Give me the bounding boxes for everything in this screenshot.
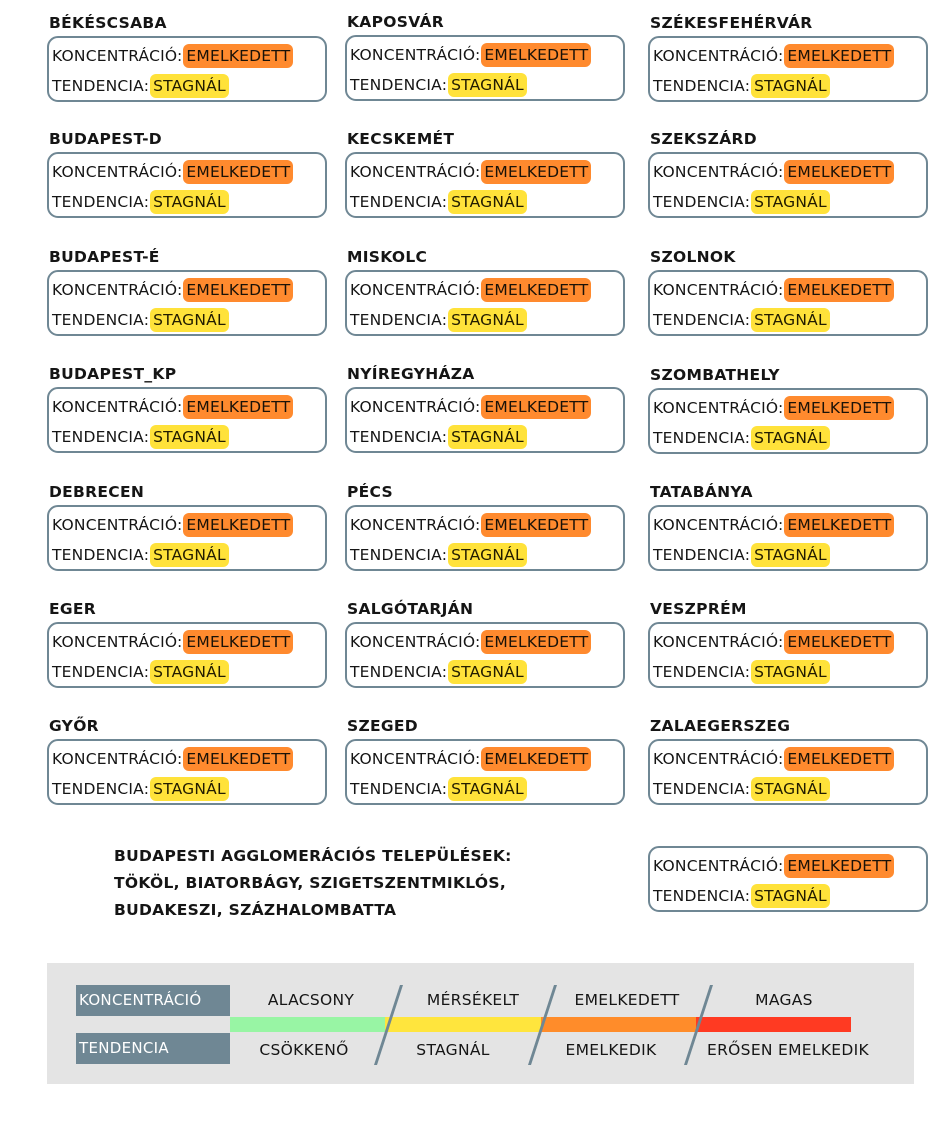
agglomeration-line: BUDAPESTI AGGLOMERÁCIÓS TELEPÜLÉSEK: xyxy=(114,847,512,865)
legend-level-elevated: EMELKEDETT xyxy=(574,991,680,1009)
concentration-badge: EMELKEDETT xyxy=(183,160,293,184)
city-name: BÉKÉSCSABA xyxy=(49,14,167,32)
city-status-box xyxy=(648,388,928,454)
trend-label: TENDENCIA: xyxy=(653,546,751,564)
city-name: ZALAEGERSZEG xyxy=(650,717,791,735)
concentration-badge: EMELKEDETT xyxy=(481,630,591,654)
concentration-label: KONCENTRÁCIÓ: xyxy=(350,281,481,299)
trend-label: TENDENCIA: xyxy=(52,780,150,798)
concentration-label: KONCENTRÁCIÓ: xyxy=(350,163,481,181)
legend-level-moderate: MÉRSÉKELT xyxy=(426,991,520,1009)
concentration-badge: EMELKEDETT xyxy=(784,854,894,878)
trend-badge: STAGNÁL xyxy=(751,426,830,450)
trend-badge: STAGNÁL xyxy=(751,884,830,908)
concentration-badge: EMELKEDETT xyxy=(481,747,591,771)
concentration-label: KONCENTRÁCIÓ: xyxy=(653,857,784,875)
concentration-badge: EMELKEDETT xyxy=(183,278,293,302)
legend-concentration-label: KONCENTRÁCIÓ xyxy=(76,985,230,1016)
trend-line xyxy=(653,426,830,450)
trend-badge: STAGNÁL xyxy=(751,660,830,684)
concentration-line xyxy=(350,160,591,184)
city-name: NYÍREGYHÁZA xyxy=(347,365,475,383)
trend-line xyxy=(52,543,229,567)
trend-label: TENDENCIA: xyxy=(52,77,150,95)
concentration-line xyxy=(350,395,591,419)
city-status-box xyxy=(648,36,928,102)
city-name: BUDAPEST-É xyxy=(49,248,160,266)
concentration-line xyxy=(653,44,894,68)
city-status-box xyxy=(47,622,327,688)
city-status-box xyxy=(47,739,327,805)
concentration-badge: EMELKEDETT xyxy=(784,396,894,420)
trend-line xyxy=(653,74,830,98)
concentration-badge: EMELKEDETT xyxy=(481,278,591,302)
concentration-label: KONCENTRÁCIÓ: xyxy=(653,633,784,651)
trend-badge: STAGNÁL xyxy=(150,543,229,567)
concentration-badge: EMELKEDETT xyxy=(481,513,591,537)
agglomeration-line: BUDAKESZI, SZÁZHALOMBATTA xyxy=(114,901,397,919)
concentration-badge: EMELKEDETT xyxy=(784,747,894,771)
trend-badge: STAGNÁL xyxy=(448,308,527,332)
city-name: EGER xyxy=(49,600,97,618)
city-name: GYŐR xyxy=(49,717,99,735)
trend-label: TENDENCIA: xyxy=(52,193,150,211)
concentration-line xyxy=(653,854,894,878)
concentration-line xyxy=(653,160,894,184)
city-name: MISKOLC xyxy=(347,248,428,266)
legend-segment-high xyxy=(696,1017,851,1032)
concentration-line xyxy=(653,630,894,654)
legend-trend-rising: EMELKEDIK xyxy=(565,1041,657,1059)
legend xyxy=(47,963,914,1084)
trend-line xyxy=(653,308,830,332)
city-name: BUDAPEST_KP xyxy=(49,365,177,383)
city-name: VESZPRÉM xyxy=(650,600,747,618)
trend-badge: STAGNÁL xyxy=(751,543,830,567)
agglomeration-title xyxy=(114,843,554,924)
legend-trend-stagnant: STAGNÁL xyxy=(416,1041,490,1059)
concentration-badge: EMELKEDETT xyxy=(481,160,591,184)
concentration-label: KONCENTRÁCIÓ: xyxy=(52,750,183,768)
city-name: SZÉKESFEHÉRVÁR xyxy=(650,14,813,32)
trend-label: TENDENCIA: xyxy=(653,887,751,905)
trend-label: TENDENCIA: xyxy=(350,546,448,564)
trend-line xyxy=(52,425,229,449)
trend-line xyxy=(52,190,229,214)
concentration-line xyxy=(653,747,894,771)
city-name: KAPOSVÁR xyxy=(347,13,444,31)
legend-segment-elevated xyxy=(541,1017,696,1032)
concentration-badge: EMELKEDETT xyxy=(183,395,293,419)
city-status-box xyxy=(345,152,625,218)
city-name: BUDAPEST-D xyxy=(49,130,162,148)
concentration-label: KONCENTRÁCIÓ: xyxy=(653,163,784,181)
trend-badge: STAGNÁL xyxy=(150,74,229,98)
agglomeration-line: TÖKÖL, BIATORBÁGY, SZIGETSZENTMIKLÓS, xyxy=(114,874,507,892)
trend-line xyxy=(350,425,527,449)
concentration-label: KONCENTRÁCIÓ: xyxy=(653,47,784,65)
trend-label: TENDENCIA: xyxy=(350,311,448,329)
trend-badge: STAGNÁL xyxy=(448,777,527,801)
concentration-line xyxy=(52,747,293,771)
city-status-box xyxy=(345,270,625,336)
city-status-box xyxy=(648,739,928,805)
concentration-label: KONCENTRÁCIÓ: xyxy=(52,398,183,416)
concentration-line xyxy=(653,513,894,537)
trend-line xyxy=(52,308,229,332)
city-status-box xyxy=(345,739,625,805)
concentration-label: KONCENTRÁCIÓ: xyxy=(350,46,481,64)
concentration-line xyxy=(350,513,591,537)
trend-line xyxy=(52,74,229,98)
trend-label: TENDENCIA: xyxy=(350,193,448,211)
agglomeration-card xyxy=(648,846,932,918)
city-name: SZOMBATHELY xyxy=(650,366,780,384)
agglomeration-status-box xyxy=(648,846,928,912)
concentration-label: KONCENTRÁCIÓ: xyxy=(52,633,183,651)
trend-badge: STAGNÁL xyxy=(150,308,229,332)
legend-segment-moderate xyxy=(385,1017,540,1032)
concentration-line xyxy=(52,395,293,419)
trend-line xyxy=(653,543,830,567)
city-status-box xyxy=(648,622,928,688)
trend-line xyxy=(350,73,527,97)
city-name: PÉCS xyxy=(347,483,393,501)
city-status-box xyxy=(345,387,625,453)
city-status-box xyxy=(345,505,625,571)
concentration-badge: EMELKEDETT xyxy=(481,395,591,419)
trend-badge: STAGNÁL xyxy=(751,74,830,98)
trend-line xyxy=(52,777,229,801)
trend-line xyxy=(52,660,229,684)
city-status-box xyxy=(47,36,327,102)
trend-label: TENDENCIA: xyxy=(52,311,150,329)
trend-line xyxy=(653,190,830,214)
trend-badge: STAGNÁL xyxy=(448,543,527,567)
city-status-box xyxy=(648,270,928,336)
city-status-box xyxy=(47,505,327,571)
trend-badge: STAGNÁL xyxy=(150,660,229,684)
trend-label: TENDENCIA: xyxy=(350,663,448,681)
concentration-line xyxy=(350,630,591,654)
city-name: SZEGED xyxy=(347,717,418,735)
concentration-line xyxy=(350,747,591,771)
trend-line xyxy=(653,884,830,908)
city-status-box xyxy=(345,35,625,101)
concentration-label: KONCENTRÁCIÓ: xyxy=(350,750,481,768)
concentration-badge: EMELKEDETT xyxy=(784,278,894,302)
concentration-line xyxy=(350,43,591,67)
trend-badge: STAGNÁL xyxy=(751,190,830,214)
concentration-label: KONCENTRÁCIÓ: xyxy=(350,516,481,534)
trend-badge: STAGNÁL xyxy=(751,308,830,332)
city-status-box xyxy=(648,152,928,218)
concentration-line xyxy=(653,396,894,420)
city-name: SZOLNOK xyxy=(650,248,736,266)
city-status-box xyxy=(47,270,327,336)
concentration-label: KONCENTRÁCIÓ: xyxy=(350,633,481,651)
concentration-label: KONCENTRÁCIÓ: xyxy=(52,163,183,181)
trend-label: TENDENCIA: xyxy=(350,428,448,446)
trend-badge: STAGNÁL xyxy=(150,190,229,214)
concentration-label: KONCENTRÁCIÓ: xyxy=(350,398,481,416)
legend-trend-label: TENDENCIA xyxy=(76,1033,230,1064)
concentration-badge: EMELKEDETT xyxy=(183,513,293,537)
concentration-line xyxy=(52,160,293,184)
trend-line xyxy=(653,660,830,684)
trend-badge: STAGNÁL xyxy=(751,777,830,801)
trend-label: TENDENCIA: xyxy=(653,780,751,798)
concentration-label: KONCENTRÁCIÓ: xyxy=(653,516,784,534)
city-status-box xyxy=(345,622,625,688)
trend-label: TENDENCIA: xyxy=(653,193,751,211)
concentration-badge: EMELKEDETT xyxy=(183,44,293,68)
city-name: TATABÁNYA xyxy=(650,483,753,501)
trend-line xyxy=(350,543,527,567)
trend-line xyxy=(350,308,527,332)
concentration-label: KONCENTRÁCIÓ: xyxy=(653,399,784,417)
trend-line xyxy=(653,777,830,801)
trend-badge: STAGNÁL xyxy=(448,660,527,684)
concentration-label: KONCENTRÁCIÓ: xyxy=(52,281,183,299)
trend-label: TENDENCIA: xyxy=(350,76,448,94)
legend-trend-decreasing: CSÖKKENŐ xyxy=(259,1041,349,1059)
concentration-line xyxy=(52,630,293,654)
trend-label: TENDENCIA: xyxy=(52,428,150,446)
legend-level-high: MAGAS xyxy=(755,991,813,1009)
concentration-line xyxy=(52,278,293,302)
trend-label: TENDENCIA: xyxy=(653,77,751,95)
city-name: SZEKSZÁRD xyxy=(650,130,757,148)
concentration-label: KONCENTRÁCIÓ: xyxy=(653,281,784,299)
concentration-badge: EMELKEDETT xyxy=(183,747,293,771)
concentration-line xyxy=(653,278,894,302)
concentration-label: KONCENTRÁCIÓ: xyxy=(653,750,784,768)
city-status-box xyxy=(47,387,327,453)
city-name: SALGÓTARJÁN xyxy=(347,600,474,618)
trend-line xyxy=(350,190,527,214)
concentration-line xyxy=(52,513,293,537)
trend-line xyxy=(350,660,527,684)
trend-badge: STAGNÁL xyxy=(448,73,527,97)
concentration-badge: EMELKEDETT xyxy=(784,630,894,654)
trend-label: TENDENCIA: xyxy=(653,429,751,447)
concentration-badge: EMELKEDETT xyxy=(481,43,591,67)
city-name: KECSKEMÉT xyxy=(347,130,455,148)
trend-badge: STAGNÁL xyxy=(448,425,527,449)
concentration-line xyxy=(52,44,293,68)
concentration-line xyxy=(350,278,591,302)
concentration-badge: EMELKEDETT xyxy=(784,513,894,537)
trend-badge: STAGNÁL xyxy=(150,777,229,801)
concentration-badge: EMELKEDETT xyxy=(183,630,293,654)
trend-line xyxy=(350,777,527,801)
concentration-badge: EMELKEDETT xyxy=(784,160,894,184)
legend-level-low: ALACSONY xyxy=(267,991,355,1009)
city-name: DEBRECEN xyxy=(49,483,145,501)
trend-badge: STAGNÁL xyxy=(448,190,527,214)
concentration-badge: EMELKEDETT xyxy=(784,44,894,68)
concentration-label: KONCENTRÁCIÓ: xyxy=(52,516,183,534)
trend-label: TENDENCIA: xyxy=(350,780,448,798)
trend-badge: STAGNÁL xyxy=(150,425,229,449)
legend-segment-low xyxy=(230,1017,385,1032)
trend-label: TENDENCIA: xyxy=(653,311,751,329)
city-status-box xyxy=(648,505,928,571)
city-status-box xyxy=(47,152,327,218)
concentration-label: KONCENTRÁCIÓ: xyxy=(52,47,183,65)
legend-trend-strongly-rising: ERŐSEN EMELKEDIK xyxy=(707,1041,869,1059)
trend-label: TENDENCIA: xyxy=(52,546,150,564)
trend-label: TENDENCIA: xyxy=(52,663,150,681)
trend-label: TENDENCIA: xyxy=(653,663,751,681)
